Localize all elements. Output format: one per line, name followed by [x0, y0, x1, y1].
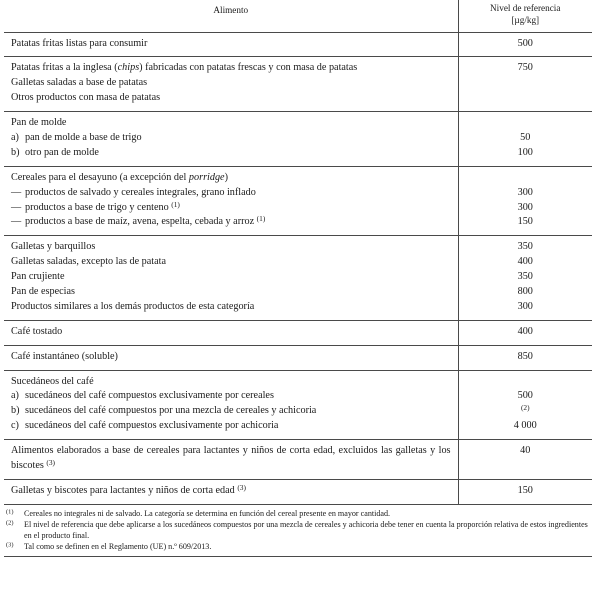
level-cell: [458, 112, 592, 167]
table-row: [4, 440, 592, 480]
food-line: b) otro pan de molde: [11, 146, 451, 161]
footnote-reference[interactable]: (2): [520, 403, 530, 413]
footnote-text: Cereales no integrales ni de salvado. La categoría se determina en función del cereal presente en mayor cantidad.: [24, 508, 391, 518]
table-header: [4, 0, 592, 32]
level-cell: [458, 32, 592, 57]
level-cell: [458, 236, 592, 320]
level-value: 300: [517, 201, 533, 213]
food-line: a) pan de molde a base de trigo: [11, 131, 451, 146]
food-line: — productos de salvado y cereales integrales, grano inflado: [11, 186, 451, 201]
level-cell: [458, 57, 592, 112]
food-line: Galletas saladas, excepto las de patata: [11, 256, 167, 268]
level-value: 150: [517, 484, 533, 496]
column-header-level-line1: Nivel de referencia: [490, 3, 561, 13]
bullet-dash: —: [11, 186, 22, 198]
level-value: 500: [517, 37, 533, 49]
italic-term: chips: [117, 62, 140, 74]
level-value: 100: [517, 146, 533, 158]
level-cell: [458, 479, 592, 504]
food-line: — productos a base de maíz, avena, espelta, cebada y arroz $^{(1)}$: [11, 215, 451, 230]
footnote-item: [4, 508, 592, 519]
food-line: c) sucedáneos del café compuestos exclusivamente por achicoria: [11, 419, 451, 434]
item-label: a): [11, 390, 19, 402]
food-cell: [4, 479, 458, 504]
footnotes-section: [4, 505, 592, 558]
level-value: 300: [517, 300, 533, 312]
food-line: Café tostado: [11, 325, 63, 337]
food-line: Patatas fritas a la inglesa (chips) fabricadas con patatas frescas y con masa de patatas: [11, 62, 358, 74]
food-line: Productos similares a los demás productos de esta categoría: [11, 300, 255, 312]
item-label: a): [11, 131, 19, 143]
footnote-reference[interactable]: (3): [237, 482, 246, 492]
level-value: 800: [517, 286, 533, 297]
level-value: 850: [517, 350, 533, 362]
table-row: [4, 57, 592, 112]
level-value: 50: [520, 131, 531, 143]
level-value: 750: [517, 62, 533, 74]
food-cell: [4, 320, 458, 345]
food-cell: [4, 345, 458, 370]
level-value: 150: [517, 216, 533, 228]
footnote-marker: (2): [6, 519, 14, 527]
footnote-item: [4, 519, 592, 541]
level-cell: [458, 370, 592, 440]
level-value: [463, 404, 589, 419]
table-row: [4, 345, 592, 370]
footnote-text: El nivel de referencia que debe aplicarse a los sucedáneos compuestos por una mezcla de cereales y achicoria debe tener en cuenta la proporción relativa de estos ingredientes en el producto final.: [24, 519, 588, 541]
level-value: 400: [517, 325, 533, 337]
table-row: [4, 320, 592, 345]
bullet-dash: —: [11, 216, 22, 228]
column-header-food: Alimento: [4, 0, 458, 32]
level-cell: [458, 345, 592, 370]
level-value: 40: [520, 445, 531, 457]
food-cell: [4, 370, 458, 440]
level-value: 4 000: [513, 420, 537, 432]
food-line: Café instantáneo (soluble): [11, 350, 118, 362]
food-cell: [4, 112, 458, 167]
food-line: Patatas fritas listas para consumir: [11, 37, 148, 49]
food-line: Pan crujiente: [11, 271, 65, 283]
food-line: Otros productos con masa de patatas: [11, 92, 161, 104]
level-value: 400: [517, 256, 533, 268]
food-cell: [4, 32, 458, 57]
footnote-reference[interactable]: (1): [256, 214, 266, 224]
level-cell: [458, 440, 592, 480]
level-value: 350: [517, 241, 533, 253]
table-row: [4, 236, 592, 320]
level-value: 300: [517, 186, 533, 198]
food-line: Alimentos elaborados a base de cereales para lactantes y niños de corta edad, excluidos las galletas y los biscotes $^{(3)}$: [11, 445, 451, 472]
table-row: [4, 112, 592, 167]
column-header-level: [458, 0, 592, 32]
bullet-dash: —: [11, 201, 22, 213]
table-row: [4, 166, 592, 236]
item-label: b): [11, 405, 20, 417]
table-row: [4, 479, 592, 504]
table-row: [4, 370, 592, 440]
footnote-text: Tal como se definen en el Reglamento (UE) n.º 609/2013.: [24, 542, 212, 552]
footnote-item: [4, 541, 592, 552]
food-cell: [4, 440, 458, 480]
food-line: Galletas y barquillos: [11, 241, 96, 253]
level-cell: [458, 320, 592, 345]
italic-term: porridge: [188, 171, 225, 183]
food-line: a) sucedáneos del café compuestos exclusivamente por cereales: [11, 389, 451, 404]
food-cell: [4, 57, 458, 112]
level-value: 350: [517, 271, 533, 283]
table-header-row: [4, 0, 592, 32]
food-line: Cereales para el desayuno (a excepción del porridge): [11, 171, 228, 183]
food-line: Pan de especias: [11, 286, 75, 297]
column-header-level-units: [µg/kg]: [511, 14, 540, 25]
item-label: b): [11, 146, 20, 158]
reference-levels-table: [4, 0, 592, 505]
footnote-reference[interactable]: (3): [46, 457, 55, 467]
food-cell: [4, 236, 458, 320]
food-line: Galletas y biscotes para lactantes y niños de corta edad $^{(3)}$: [11, 482, 246, 496]
food-line: — productos a base de trigo y centeno $^{(1)}$: [11, 201, 451, 216]
item-label: c): [11, 420, 19, 432]
food-line: Pan de molde: [11, 117, 67, 129]
food-cell: [4, 166, 458, 236]
footnote-marker: (1): [6, 508, 14, 516]
food-line: Galletas saladas a base de patatas: [11, 77, 148, 89]
footnote-marker: (3): [6, 541, 14, 549]
footnote-reference[interactable]: (1): [171, 199, 180, 209]
food-line: Sucedáneos del café: [11, 375, 94, 387]
table-body: [4, 32, 592, 504]
level-value: 500: [517, 390, 533, 402]
level-cell: [458, 166, 592, 236]
table-row: [4, 32, 592, 57]
food-line: b) sucedáneos del café compuestos por una mezcla de cereales y achicoria: [11, 404, 451, 419]
